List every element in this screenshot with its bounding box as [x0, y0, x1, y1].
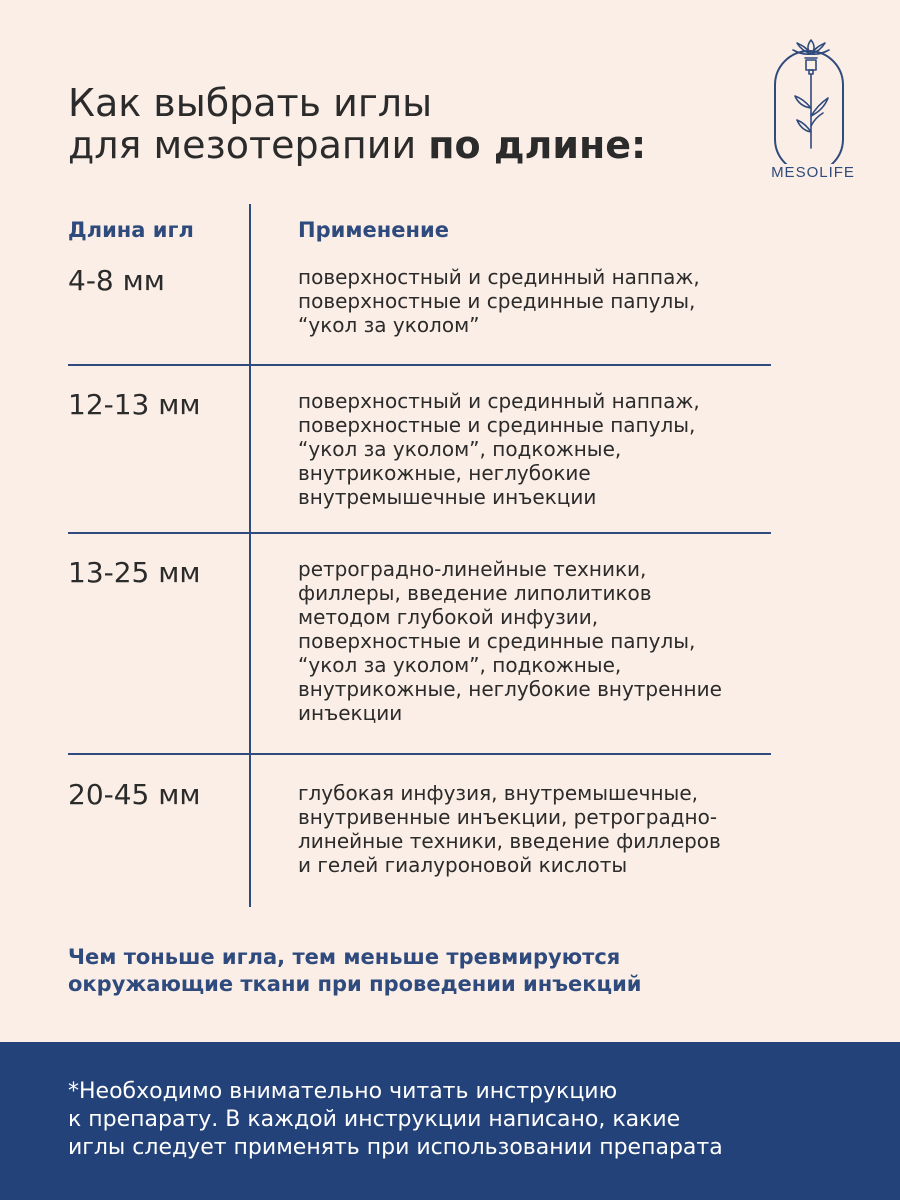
row-4-usage — [298, 781, 798, 877]
row-2-usage — [298, 389, 798, 509]
row-2-length: 12-13 мм — [68, 388, 201, 421]
footer-text — [68, 1078, 868, 1162]
page-title — [68, 82, 688, 166]
row-divider-3 — [68, 753, 771, 755]
note-line-2: окружающие ткани при проведении инъекций — [68, 972, 642, 996]
row-3-line-1: ретроградно-линейные техники, — [298, 557, 647, 581]
header-usage: Применение — [298, 218, 449, 242]
title-line-1: Как выбрать иглы — [68, 81, 433, 125]
title-line-2-regular: для мезотерапии — [68, 123, 429, 167]
row-4-line-1: глубокая инфузия, внутремышечные, — [298, 781, 698, 805]
row-divider-2 — [68, 532, 771, 534]
row-4-length: 20-45 мм — [68, 778, 201, 811]
row-3-line-2: филлеры, введение липолитиков — [298, 581, 652, 605]
highlight-note — [68, 944, 848, 998]
row-3-line-7: инъекции — [298, 701, 403, 725]
row-3-line-4: поверхностные и срединные папулы, — [298, 629, 696, 653]
header-length: Длина игл — [68, 218, 194, 242]
title-line-2-bold: по длине: — [428, 123, 647, 167]
row-3-length: 13-25 мм — [68, 556, 201, 589]
row-2-line-5: внутремышечные инъекции — [298, 485, 597, 509]
row-1-line-2: поверхностные и срединные папулы, — [298, 289, 696, 313]
brand-logo — [770, 36, 854, 186]
row-4-line-2: внутривенные инъекции, ретроградно- — [298, 805, 718, 829]
row-2-line-2: поверхностные и срединные папулы, — [298, 413, 696, 437]
row-1-usage — [298, 265, 798, 337]
footer-banner — [0, 1042, 900, 1200]
row-1-line-3: “укол за уколом” — [298, 313, 480, 337]
footer-line-1: *Необходимо внимательно читать инструкцию — [68, 1079, 618, 1104]
footer-line-3: иглы следует применять при использовании препарата — [68, 1135, 723, 1160]
row-1-line-1: поверхностный и срединный наппаж, — [298, 265, 700, 289]
footer-line-2: к препарату. В каждой инструкции написано, какие — [68, 1107, 681, 1132]
row-1-length: 4-8 мм — [68, 264, 165, 297]
row-3-line-5: “укол за уколом”, подкожные, — [298, 653, 622, 677]
column-divider — [249, 204, 251, 907]
row-2-line-3: “укол за уколом”, подкожные, — [298, 437, 622, 461]
row-4-line-4: и гелей гиалуроновой кислоты — [298, 853, 628, 877]
title-line-2 — [68, 124, 688, 166]
row-2-line-1: поверхностный и срединный наппаж, — [298, 389, 700, 413]
row-divider-1 — [68, 364, 771, 366]
row-3-line-6: внутрикожные, неглубокие внутренние — [298, 677, 722, 701]
row-2-line-4: внутрикожные, неглубокие — [298, 461, 591, 485]
row-3-usage — [298, 557, 798, 725]
note-line-1: Чем тоньше игла, тем меньше тревмируются — [68, 945, 621, 969]
logo-text: MESOLIFE — [768, 164, 858, 181]
row-4-line-3: линейные техники, введение филлеров — [298, 829, 721, 853]
row-3-line-3: методом глубокой инфузии, — [298, 605, 599, 629]
